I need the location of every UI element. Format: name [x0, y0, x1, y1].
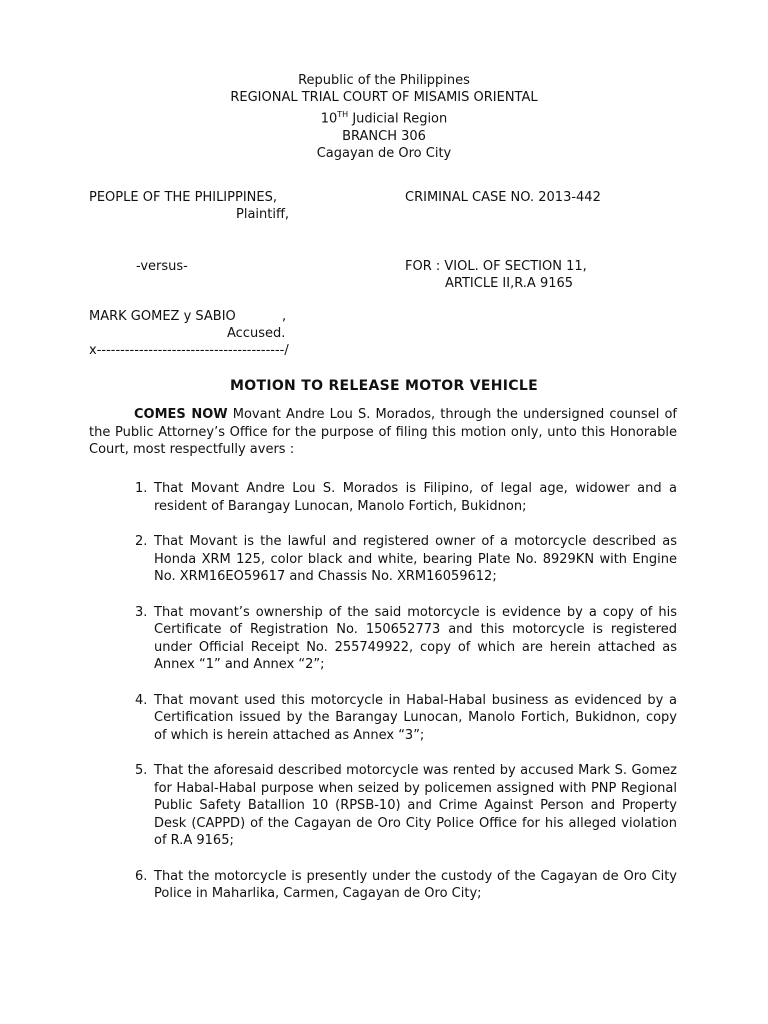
item-text: That movant’s ownership of the said motorcycle is evidence by a copy of his Certificate of Registration No. 150652773 and this motorcycle is registered under Official Receipt No. 255749922, copy of which are herein attached as Annex “1” and Annex “2”; [154, 604, 677, 672]
accused-role: Accused. [227, 326, 286, 341]
intro-text: Movant Andre Lou S. Morados, through the undersigned counsel of the Public Attorney’s Office for the purpose of filing this motion only, unto this Honorable Court, most respectfully avers : [89, 407, 677, 457]
list-item [89, 762, 677, 850]
region-suffix: TH [337, 110, 349, 120]
party-accused: MARK GOMEZ y SABIO [89, 309, 236, 324]
item-text: That Movant is the lawful and registered owner of a motorcycle described as Honda XRM 125, color black and white, bearing Plate No. 8929KN with Engine No. XRM16EO59617 and Chassis No. XRM16059612; [154, 534, 677, 584]
caption-divider: x----------------------------------------/ [89, 343, 289, 358]
list-item [89, 533, 677, 586]
item-text: That the aforesaid described motorcycle was rented by accused Mark S. Gomez for Habal-Habal purpose when seized by policemen assigned with PNP Regional Public Safety Batallion 10 (RPSB-10) and Crime Against Person and Property Desk (CAPPD) of the Cagayan de Oro City Police Office for his alleged violation of R.A 9165; [154, 763, 677, 848]
accused-comma: , [282, 309, 287, 324]
header-republic: Republic of the Philippines [298, 73, 470, 88]
intro-lead: COMES NOW [134, 407, 228, 422]
item-number: 1. [135, 481, 148, 496]
item-number: 3. [135, 604, 148, 620]
plaintiff-role: Plaintiff, [236, 207, 290, 222]
item-text: That movant used this motorcycle in Habal-Habal business as evidenced by a Certification issued by the Barangay Lunocan, Manolo Fortich, Bukidnon, copy of which is herein attached as Annex “3”; [154, 692, 677, 743]
motion-title: MOTION TO RELEASE MOTOR VEHICLE [230, 378, 538, 394]
list-item [89, 868, 677, 903]
header-branch: BRANCH 306 [342, 128, 426, 144]
header-region [0, 106, 768, 128]
list-item [89, 480, 677, 515]
charge-line-2: ARTICLE II,R.A 9165 [445, 276, 574, 291]
intro-paragraph [89, 406, 677, 459]
header-city: Cagayan de Oro City [316, 146, 452, 162]
item-text: That the motorcycle is presently under the custody of the Cagayan de Oro City Police in Maharlika, Carmen, Cagayan de Oro City; [154, 868, 677, 901]
item-text: That Movant Andre Lou S. Morados is Filipino, of legal age, widower and a resident of Barangay Lunocan, Manolo Fortich, Bukidnon; [154, 481, 677, 514]
court-header [0, 72, 768, 162]
party-plaintiff: PEOPLE OF THE PHILIPPINES, [89, 190, 277, 205]
item-number: 4. [135, 692, 148, 708]
item-number: 2. [135, 534, 148, 549]
list-item [89, 604, 677, 674]
region-number: 10 [320, 111, 338, 127]
item-number: 6. [135, 868, 148, 884]
case-number: CRIMINAL CASE NO. 2013-442 [405, 190, 601, 205]
item-number: 5. [135, 763, 148, 778]
region-text: Judicial Region [348, 111, 448, 127]
versus-label: -versus- [136, 259, 188, 274]
averments-list [89, 480, 677, 921]
charge-line-1: FOR : VIOL. OF SECTION 11, [405, 259, 587, 274]
header-court: REGIONAL TRIAL COURT OF MISAMIS ORIENTAL [230, 90, 538, 106]
list-item [89, 692, 677, 745]
